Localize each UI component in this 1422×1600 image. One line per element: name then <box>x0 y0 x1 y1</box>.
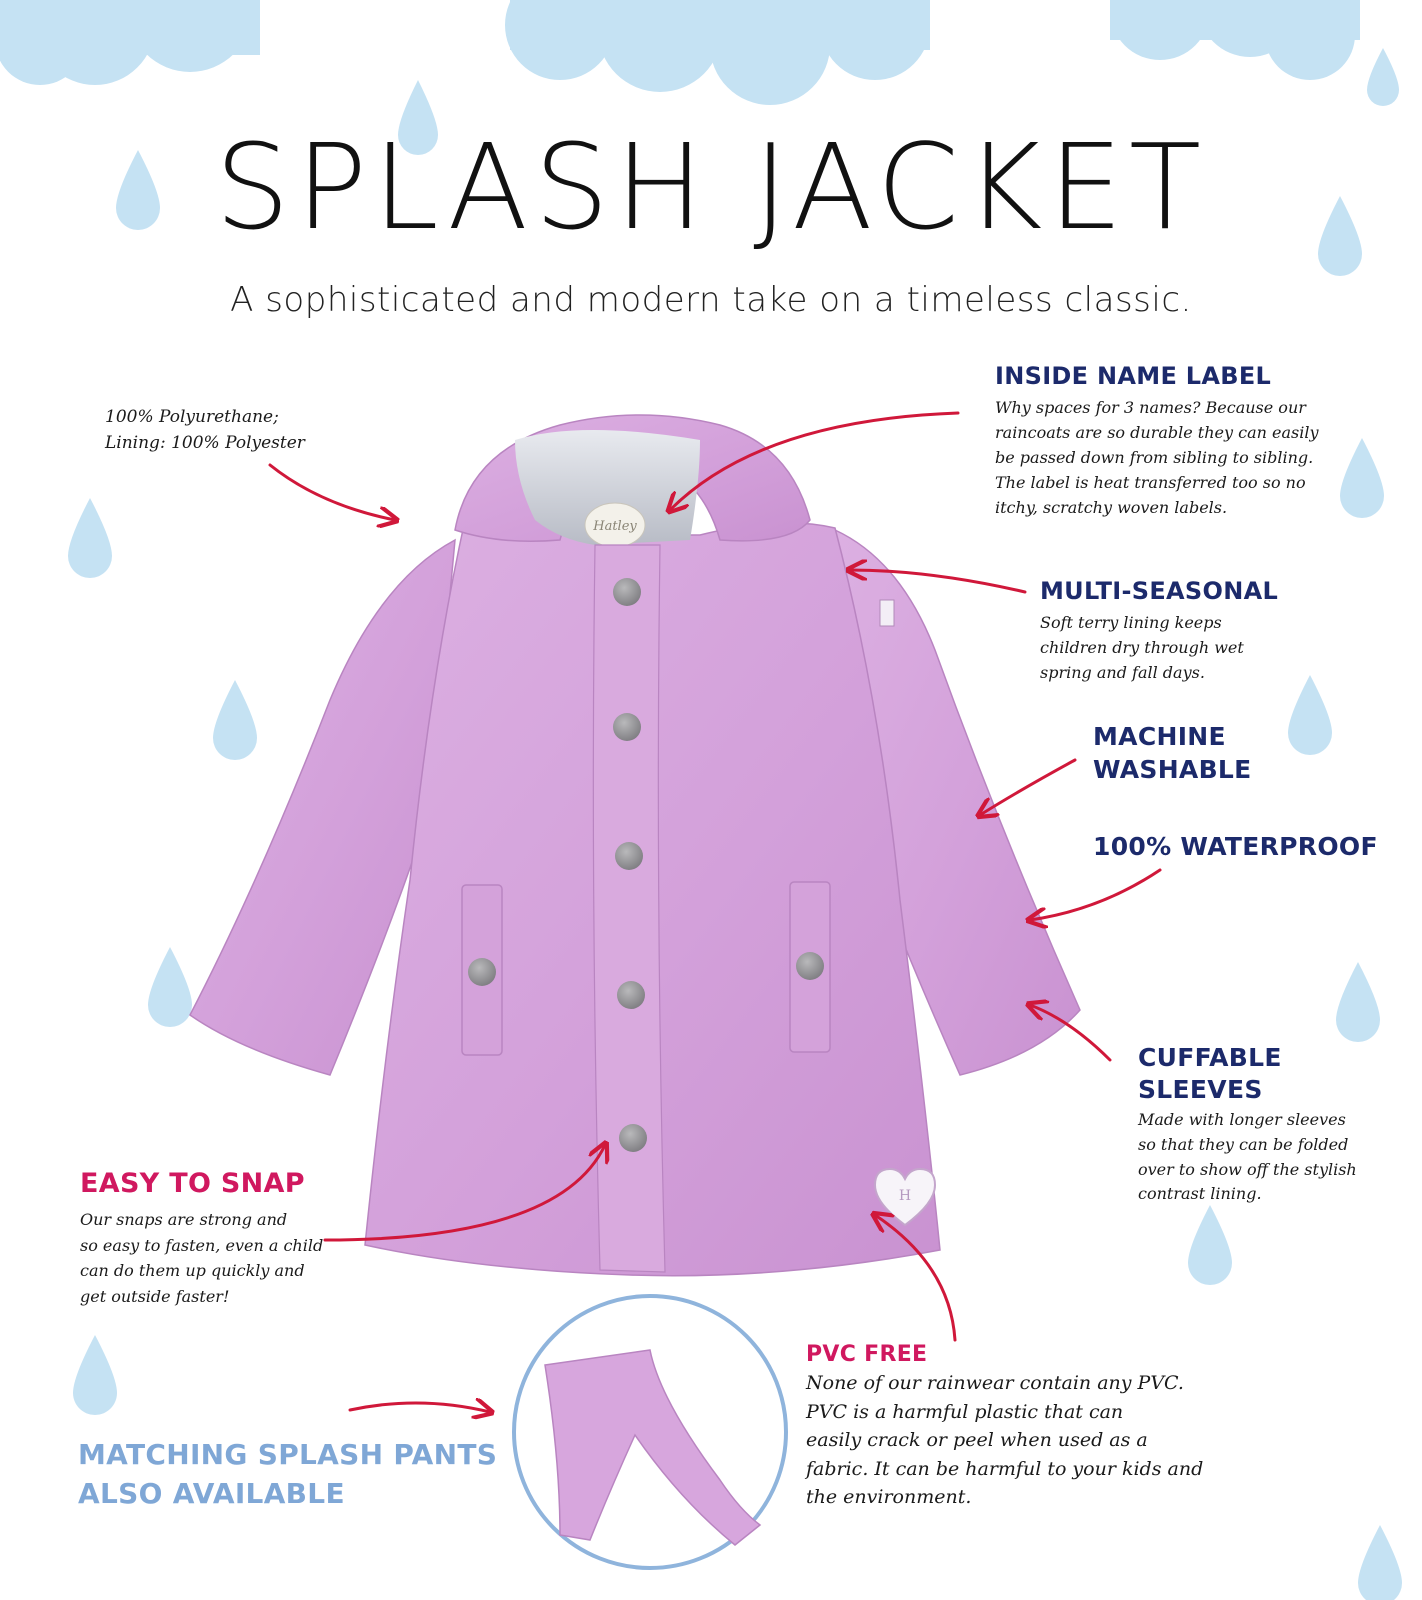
callout-line: children dry through wet <box>1040 638 1244 658</box>
callout-line: be passed down from sibling to sibling. <box>995 447 1314 467</box>
label-brand-text: Hatley <box>593 519 637 534</box>
cloud-decoration <box>0 0 260 85</box>
callout-line: PVC is a harmful plastic that can <box>806 1400 1124 1423</box>
inside-name-label-text <box>995 396 1405 520</box>
waterproof-heading: 100% WATERPROOF <box>1093 832 1378 861</box>
page-subtitle: A sophisticated and modern take on a timeless classic. <box>230 280 1192 320</box>
callout-line: so easy to fasten, even a child <box>80 1235 324 1255</box>
pvc-free-heading: PVC FREE <box>806 1342 928 1367</box>
heading-line: ALSO AVAILABLE <box>78 1476 345 1510</box>
callout-line: get outside faster! <box>80 1286 230 1306</box>
pvc-free-text <box>806 1369 1246 1512</box>
cloud-decoration <box>505 0 930 105</box>
arrow-material <box>270 465 395 520</box>
callout-line: raincoats are so durable they can easily <box>995 423 1319 443</box>
easy-to-snap-callout <box>80 1168 400 1309</box>
material-callout <box>105 405 305 456</box>
easy-to-snap-heading: EASY TO SNAP <box>80 1168 305 1199</box>
cuffable-sleeves-callout <box>1138 1042 1418 1207</box>
sleeve-tag <box>880 600 894 626</box>
callout-line: Soft terry lining keeps <box>1040 613 1222 633</box>
callout-line: the environment. <box>806 1486 972 1508</box>
callout-line: The label is heat transferred too so no <box>995 472 1306 492</box>
heart-logo-letter: H <box>898 1188 912 1204</box>
inside-name-label-callout <box>995 360 1405 520</box>
callout-line: Made with longer sleeves <box>1138 1110 1346 1129</box>
callout-line: can do them up quickly and <box>80 1261 305 1281</box>
callout-line: None of our rainwear contain any PVC. <box>806 1372 1184 1394</box>
heading-line: SLEEVES <box>1138 1075 1263 1104</box>
arrow-waterproof <box>1030 870 1160 920</box>
multi-seasonal-text <box>1040 611 1400 685</box>
arrow-matching-pants <box>350 1403 490 1412</box>
matching-pants-image <box>514 1296 786 1568</box>
callout-line: Why spaces for 3 names? Because our <box>995 398 1306 418</box>
material-line: Lining: 100% Polyester <box>105 432 305 453</box>
cuffable-sleeves-text <box>1138 1108 1418 1207</box>
callout-line: Our snaps are strong and <box>80 1210 288 1229</box>
callout-line: easily crack or peel when used as a <box>806 1429 1148 1451</box>
callout-line: over to show off the stylish <box>1138 1159 1357 1179</box>
multi-seasonal-heading: MULTI-SEASONAL <box>1040 577 1279 605</box>
arrow-machine-washable <box>980 760 1075 815</box>
material-line: 100% Polyurethane; <box>105 407 279 427</box>
front-placket <box>593 545 665 1272</box>
heading-line: MATCHING SPLASH PANTS <box>78 1438 498 1471</box>
page-title: SPLASH JACKET <box>214 118 1208 256</box>
heading-line: CUFFABLE <box>1138 1043 1282 1072</box>
callout-line: so that they can be folded <box>1138 1134 1349 1154</box>
callout-line: spring and fall days. <box>1040 662 1205 682</box>
inside-name-label-heading: INSIDE NAME LABEL <box>995 362 1272 390</box>
pvc-free-callout <box>806 1342 1246 1512</box>
callout-line: itchy, scratchy woven labels. <box>995 497 1228 517</box>
callout-line: fabric. It can be harmful to your kids and <box>806 1457 1204 1480</box>
multi-seasonal-callout <box>1040 575 1400 686</box>
heading-line: MACHINE <box>1093 722 1226 751</box>
easy-to-snap-text <box>80 1207 400 1309</box>
cloud-decoration <box>1110 0 1360 80</box>
heading-line: WASHABLE <box>1093 755 1252 784</box>
jacket-illustration <box>190 415 1080 1276</box>
matching-pants-heading <box>78 1436 497 1513</box>
callout-line: contrast lining. <box>1138 1184 1262 1204</box>
machine-washable-heading <box>1093 720 1252 786</box>
cuffable-sleeves-heading <box>1138 1042 1418 1106</box>
